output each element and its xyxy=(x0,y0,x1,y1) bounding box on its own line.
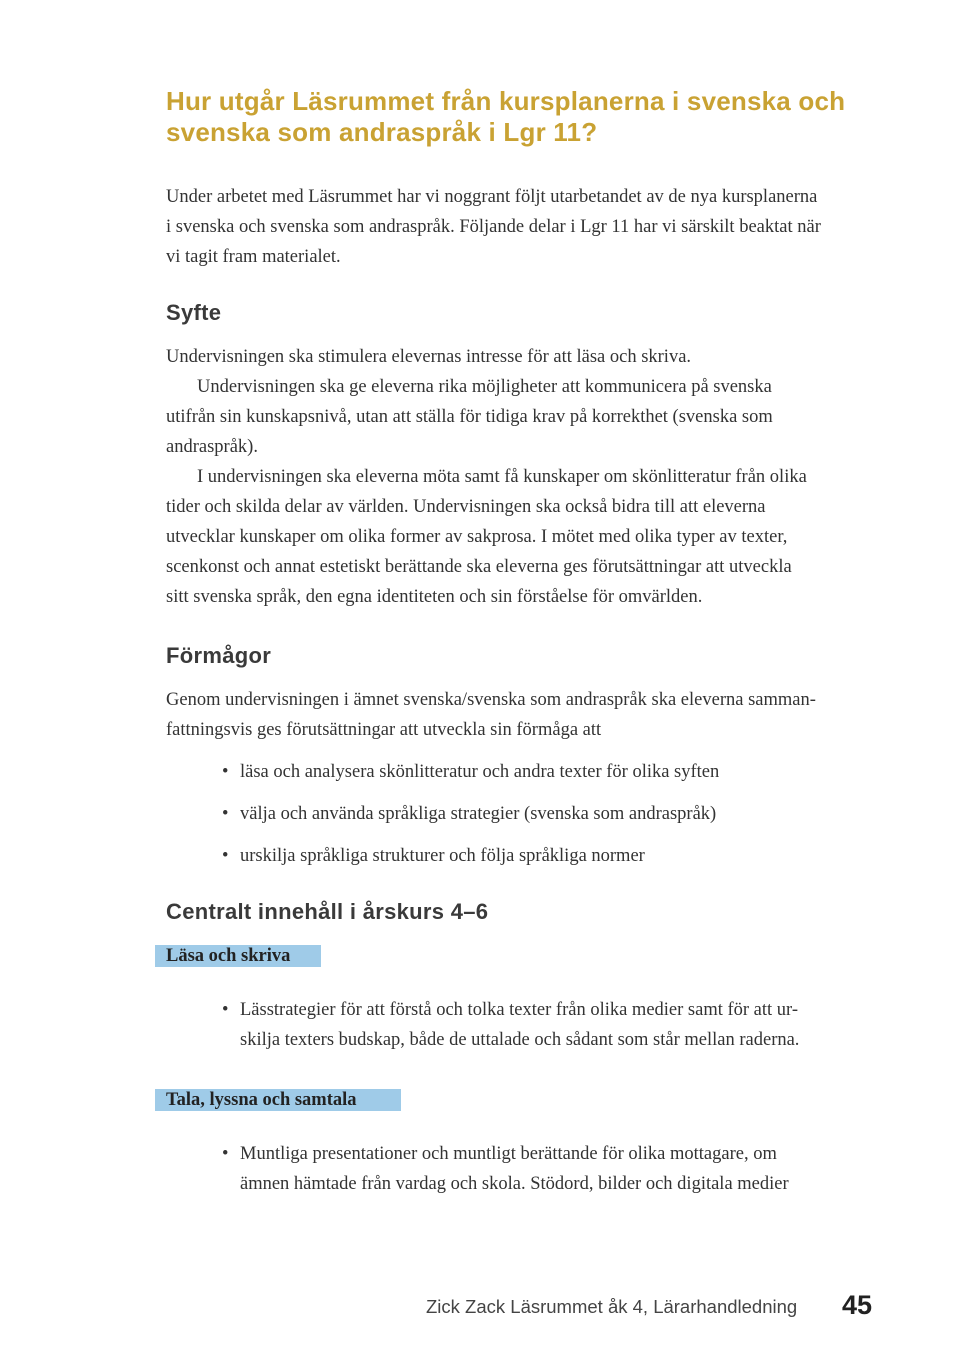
text-line: scenkonst och annat estetiskt berättande ska eleverna ges förutsättningar att utveckla xyxy=(166,557,792,577)
text-line: fattningsvis ges förutsättningar att utveckla sin förmåga att xyxy=(166,720,602,740)
lasa-bullet-list xyxy=(220,995,880,1055)
bullet-icon: • xyxy=(222,804,229,824)
syfte-text xyxy=(166,342,886,612)
centralt-heading: Centralt innehåll i årskurs 4–6 xyxy=(166,899,489,924)
list-item: • Lässtrategier för att förstå och tolka texter från olika medier samt för att ur- skilja texters budskap, både de uttalade och sådant som står mellan raderna. xyxy=(220,995,880,1055)
page-title-line: svenska som andraspråk i Lgr 11? xyxy=(166,117,598,147)
text-line: Under arbetet med Läsrummet har vi noggrant följt utarbetandet av de nya kursplanerna xyxy=(166,187,818,207)
text-line: i svenska och svenska som andraspråk. Följande delar i Lgr 11 har vi särskilt beaktat när xyxy=(166,217,821,237)
text-line: utvecklar kunskaper om olika former av sakprosa. I mötet med olika typer av texter, xyxy=(166,527,788,547)
text-line: I undervisningen ska eleverna möta samt få kunskaper om skönlitteratur från olika xyxy=(197,467,807,487)
text-line: tider och skilda delar av världen. Undervisningen ska också bidra till att eleverna xyxy=(166,497,766,517)
subheading-tala-lyssna-samtala: Tala, lyssna och samtala xyxy=(155,1089,401,1111)
subheading-lasa-och-skriva: Läsa och skriva xyxy=(155,945,321,967)
tala-bullet-list xyxy=(220,1139,880,1199)
text-line: andraspråk). xyxy=(166,437,258,457)
footer-title: Zick Zack Läsrummet åk 4, Lärarhandledning xyxy=(426,1296,798,1317)
bullet-icon: • xyxy=(222,1144,229,1164)
list-item: • urskilja språkliga strukturer och följa språkliga normer xyxy=(220,841,880,871)
text-line: vi tagit fram materialet. xyxy=(166,247,341,267)
formagor-paragraph xyxy=(166,685,886,745)
syfte-heading: Syfte xyxy=(166,300,222,325)
list-item: • läsa och analysera skönlitteratur och andra texter för olika syften xyxy=(220,757,880,787)
intro-paragraph xyxy=(166,182,886,272)
page-title xyxy=(166,86,886,148)
formagor-bullet-list xyxy=(220,757,880,871)
list-item: • välja och använda språkliga strategier (svenska som andraspråk) xyxy=(220,799,880,829)
bullet-icon: • xyxy=(222,762,229,782)
text-line: Undervisningen ska stimulera elevernas intresse för att läsa och skriva. xyxy=(166,347,692,367)
list-item: • Muntliga presentationer och muntligt berättande för olika mottagare, om ämnen hämtade från vardag och skola. Stödord, bilder och digitala medier xyxy=(220,1139,880,1199)
bullet-icon: • xyxy=(222,846,229,866)
text-line: Undervisningen ska ge eleverna rika möjligheter att kommunicera på svenska xyxy=(197,377,772,397)
formagor-heading: Förmågor xyxy=(166,643,272,668)
bullet-icon: • xyxy=(222,1000,229,1020)
text-line: Genom undervisningen i ämnet svenska/svenska som andraspråk ska eleverna samman- xyxy=(166,690,816,710)
page-number: 45 xyxy=(842,1290,873,1320)
text-line: utifrån sin kunskapsnivå, utan att ställa för tidiga krav på korrekthet (svenska som xyxy=(166,407,773,427)
page-title-line: Hur utgår Läsrummet från kursplanerna i svenska och xyxy=(166,86,846,116)
text-line: sitt svenska språk, den egna identiteten och sin förståelse för omvärlden. xyxy=(166,587,703,607)
